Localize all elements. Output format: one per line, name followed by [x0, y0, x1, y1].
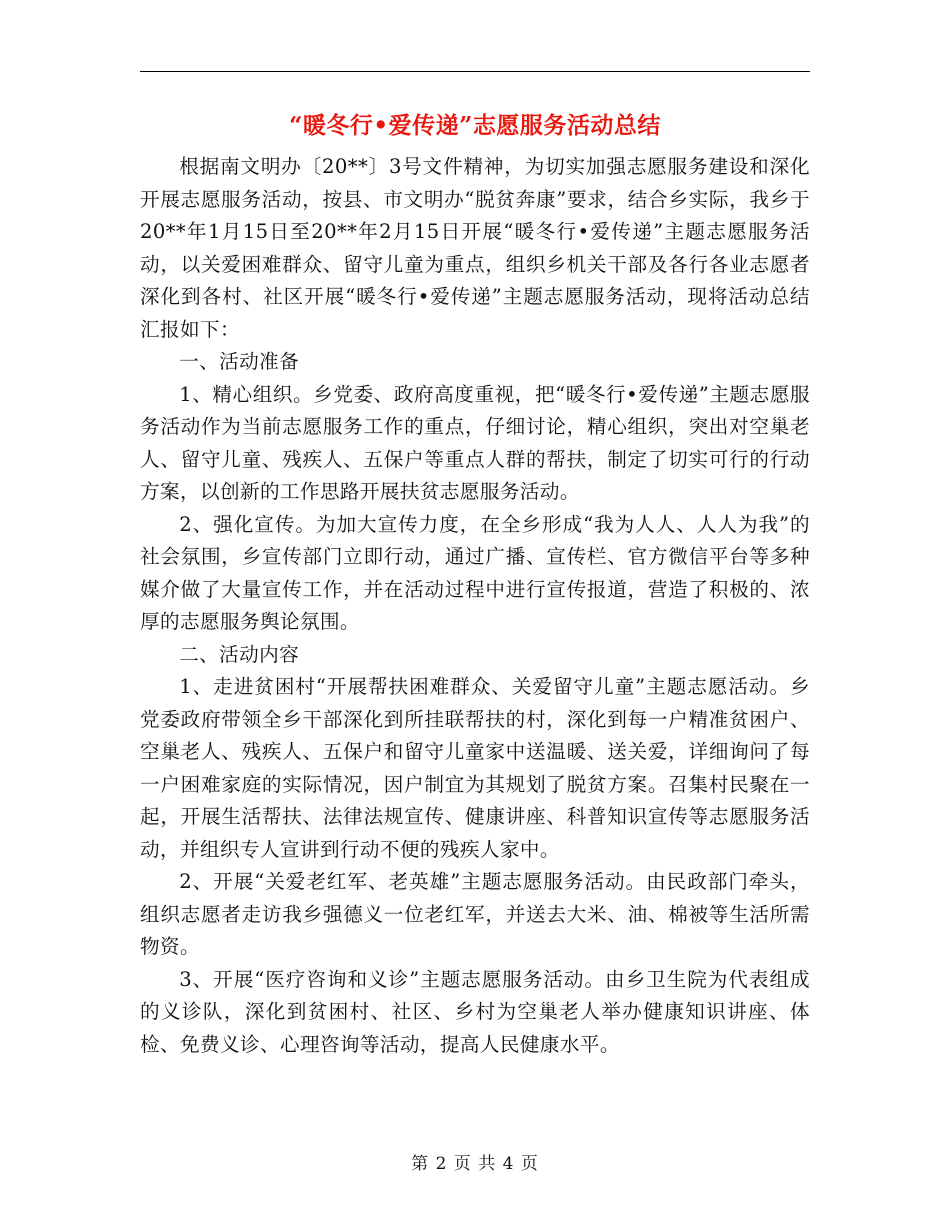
header-rule	[140, 71, 810, 72]
document-body	[140, 151, 810, 1061]
paragraph-poor-villages: 1、走进贫困村“开展帮扶困难群众、关爱留守儿童”主题志愿活动。乡党委政府带领全乡干部深化到所挂联帮扶的村，深化到每一户精准贫困户、空巢老人、残疾人、五保户和留守儿童家中送温暖、送关爱，详细询问了每一户困难家庭的实际情况，因户制宜为其规划了脱贫方案。召集村民聚在一起，开展生活帮扶、法律法规宣传、健康讲座、科普知识宣传等志愿服务活动，并组织专人宣讲到行动不便的残疾人家中。	[140, 675, 810, 861]
section-heading-preparation: 一、活动准备	[179, 350, 300, 373]
paragraph-medical: 3、开展“医疗咨询和义诊”主题志愿服务活动。由乡卫生院为代表组成的义诊队，深化到贫困村、社区、乡村为空巢老人举办健康知识讲座、体检、免费义诊、心理咨询等活动，提高人民健康水平。	[140, 967, 810, 1056]
paragraph-organization: 1、精心组织。乡党委、政府高度重视，把“暖冬行•爱传递”主题志愿服务活动作为当前志愿服务工作的重点，仔细讨论，精心组织，突出对空巢老人、留守儿童、残疾人、五保户等重点人群的帮扶，制定了切实可行的行动方案，以创新的工作思路开展扶贫志愿服务活动。	[140, 382, 810, 503]
section-heading-content: 二、活动内容	[179, 642, 300, 666]
paragraph-publicity: 2、强化宣传。为加大宣传力度，在全乡形成“我为人人、人人为我”的社会氛围，乡宣传部门立即行动，通过广播、宣传栏、官方微信平台等多种媒介做了大量宣传工作，并在活动过程中进行宣传报道，营造了积极的、浓厚的志愿服务舆论氛围。	[140, 512, 810, 633]
page-footer: 第 2 页 共 4 页	[411, 1154, 539, 1174]
intro-paragraph: 根据南文明办〔20**〕3号文件精神，为切实加强志愿服务建设和深化开展志愿服务活动，按县、市文明办“脱贫奔康”要求，结合乡实际，我乡于20**年1月15日至20**年2月15日开展“暖冬行•爱传递”主题志愿服务活动，以关爱困难群众、留守儿童为重点，组织乡机关干部及各行各业志愿者深化到各村、社区开展“暖冬行•爱传递”主题志愿服务活动，现将活动总结汇报如下：	[140, 155, 810, 341]
paragraph-red-army: 2、开展“关爱老红军、老英雄”主题志愿服务活动。由民政部门牵头，组织志愿者走访我乡强德义一位老红军，并送去大米、油、棉被等生活所需物资。	[140, 870, 810, 958]
document-title: “暖冬行•爱传递”志愿服务活动总结	[289, 112, 661, 139]
